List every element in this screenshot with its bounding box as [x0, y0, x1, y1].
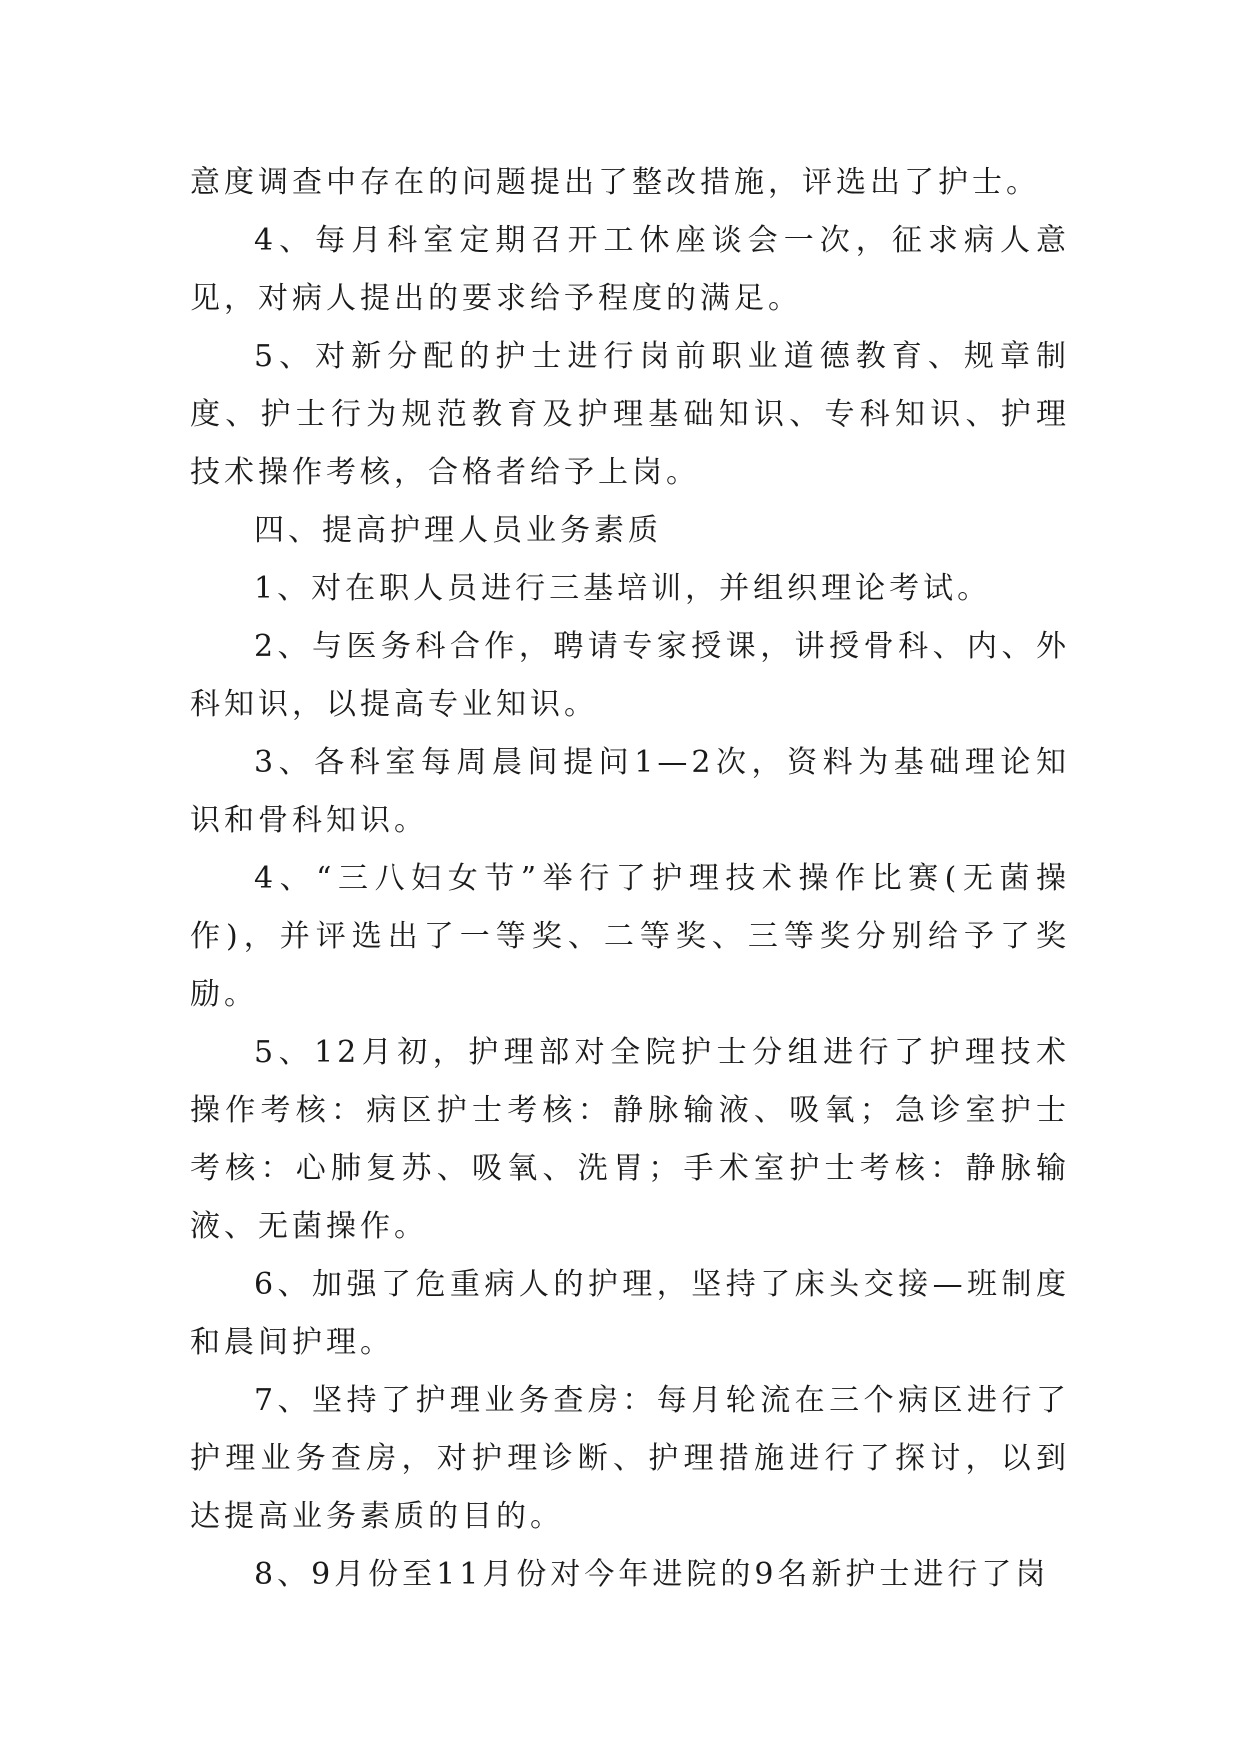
- paragraph-6: 2、与医务科合作，聘请专家授课，讲授骨科、内、外科知识，以提高专业知识。: [190, 629, 1070, 722]
- paragraph-10: 6、加强了危重病人的护理，坚持了床头交接—班制度和晨间护理。: [190, 1267, 1070, 1360]
- paragraph-12: 8、9月份至11月份对今年进院的9名新护士进行了岗: [254, 1557, 1050, 1592]
- section-heading: 四、提高护理人员业务素质: [254, 513, 662, 548]
- paragraph-5: 1、对在职人员进行三基培训，并组织理论考试。: [254, 571, 992, 606]
- paragraph-7: 3、各科室每周晨间提问1—2次，资料为基础理论知识和骨科知识。: [190, 745, 1070, 838]
- paragraph-2: 4、每月科室定期召开工休座谈会一次，征求病人意见，对病人提出的要求给予程度的满足。: [190, 223, 1070, 316]
- paragraph-1: 意度调查中存在的问题提出了整改措施，评选出了护士。: [190, 165, 1040, 200]
- paragraph-8: 4、“三八妇女节”举行了护理技术操作比赛(无菌操作)，并评选出了一等奖、二等奖、三等奖分别给予了奖励。: [190, 861, 1070, 1012]
- paragraph-11: 7、坚持了护理业务查房：每月轮流在三个病区进行了护理业务查房，对护理诊断、护理措施进行了探讨，以到达提高业务素质的目的。: [190, 1383, 1070, 1534]
- document-body: [190, 154, 1070, 1604]
- paragraph-3: 5、对新分配的护士进行岗前职业道德教育、规章制度、护士行为规范教育及护理基础知识、专科知识、护理技术操作考核，合格者给予上岗。: [190, 339, 1070, 490]
- paragraph-9: 5、12月初，护理部对全院护士分组进行了护理技术操作考核：病区护士考核：静脉输液、吸氧；急诊室护士考核：心肺复苏、吸氧、洗胃；手术室护士考核：静脉输液、无菌操作。: [190, 1035, 1070, 1244]
